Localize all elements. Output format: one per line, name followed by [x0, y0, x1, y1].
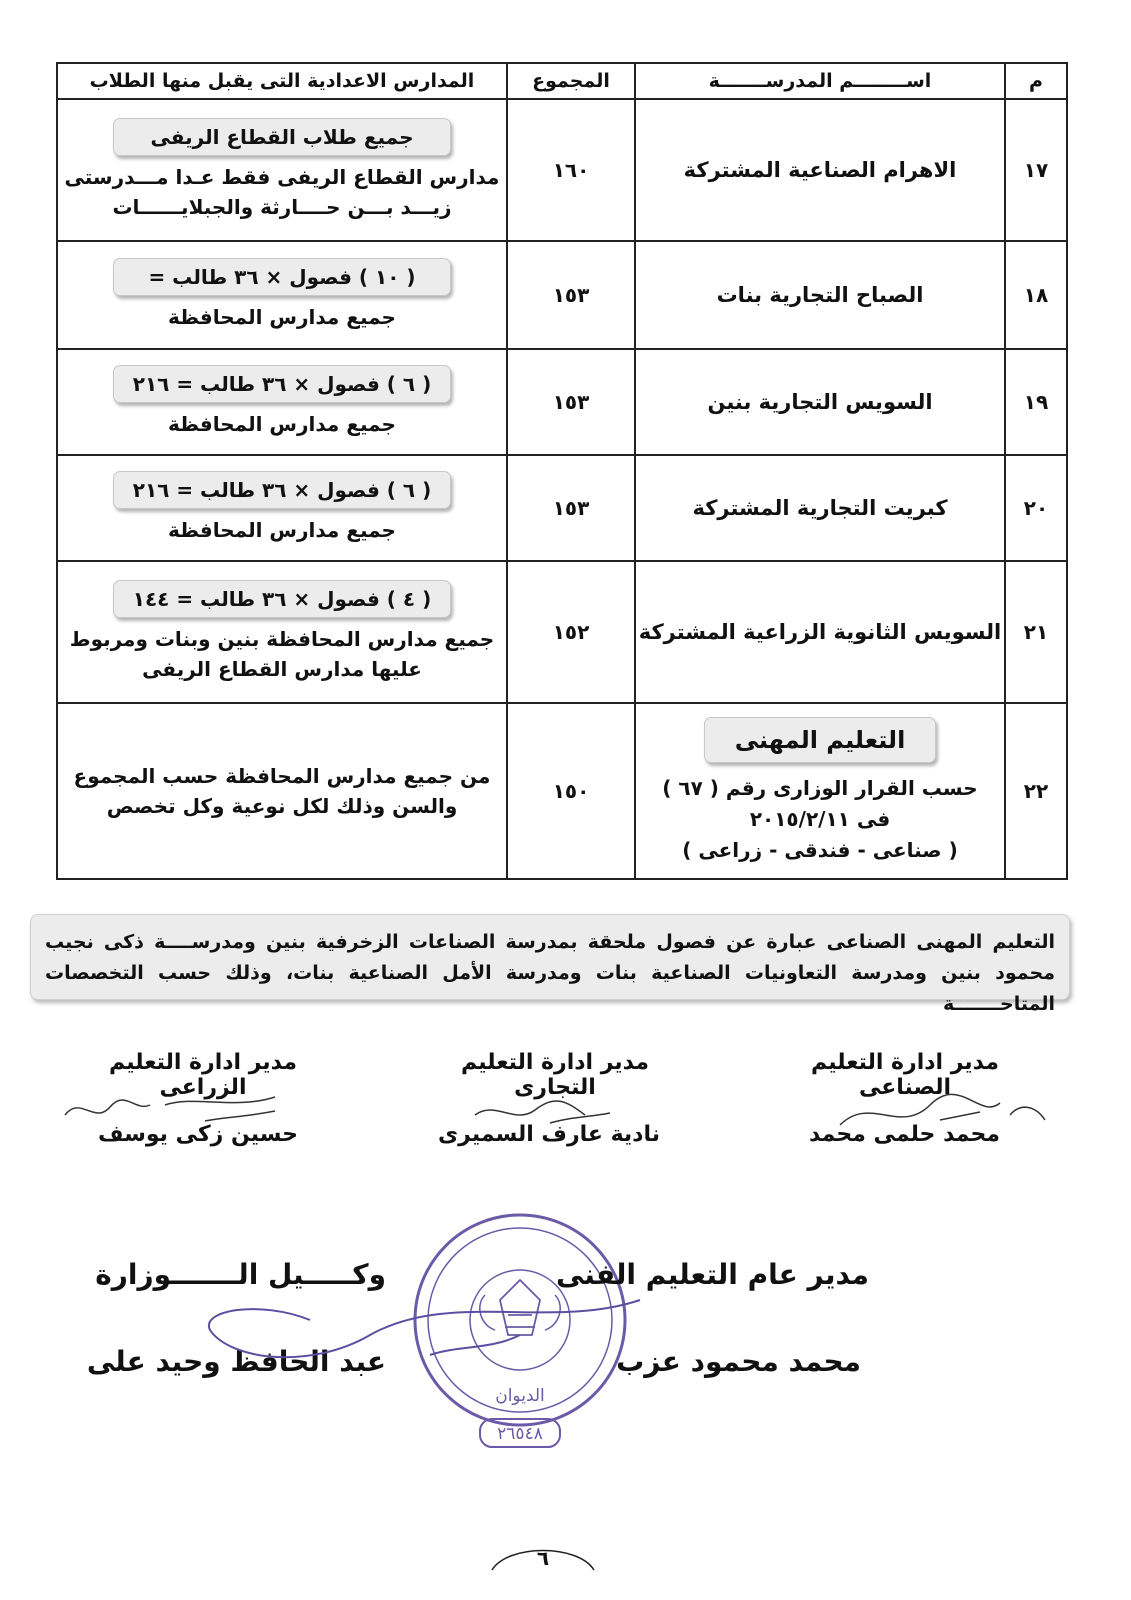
table-header-row — [57, 63, 1067, 99]
row-total: ١٥٠ — [507, 703, 635, 879]
decree-line: فى ٢٠١٥/٢/١١ — [749, 806, 891, 831]
row-num: ٢٠ — [1005, 455, 1067, 561]
quota-pill: ( ١٠ ) فصول × ٣٦ طالب = — [113, 258, 451, 296]
feeder-line: جميع مدارس المحافظة — [168, 305, 396, 329]
stamp-label: الديوان — [495, 1386, 545, 1406]
signature-name: محمد حلمى محمد — [808, 1122, 1000, 1147]
undersecretary-title: وكـــــيل الـــــــوزارة — [95, 1258, 386, 1291]
row-feeder-schools — [57, 241, 507, 349]
table-row — [57, 349, 1067, 455]
feeder-line: جميع مدارس المحافظة بنين وبنات ومربوط — [69, 627, 495, 651]
handwritten-signature-icon — [820, 1085, 1060, 1145]
header-total: المجموع — [507, 63, 635, 99]
vocational-pill: التعليم المهنى — [704, 717, 937, 763]
page-number — [488, 1540, 598, 1576]
row-feeder-schools — [57, 349, 507, 455]
quota-pill: جميع طلاب القطاع الريفى — [113, 118, 451, 156]
vocational-note: التعليم المهنى الصناعى عبارة عن فصول ملحقة بمدرسة الصناعات الزخرفية بنين ومدرســــة ذكى نجيب محمود بنين ومدرسة التعاونيات الصناعية بنات ومدرسة الأمل الصناعية بنات، وذلك حسب التخصصات المتاحـــــــة — [30, 914, 1070, 1000]
general-director-title: مدير عام التعليم الفنى — [555, 1258, 869, 1291]
row-school-name: السويس الثانوية الزراعية المشتركة — [635, 561, 1005, 703]
row-num: ٢١ — [1005, 561, 1067, 703]
page-number-text: ٦ — [536, 1546, 550, 1570]
row-school-name: الاهرام الصناعية المشتركة — [635, 99, 1005, 241]
general-director-name: محمد محمود عزب — [616, 1345, 861, 1378]
quota-pill: ( ٤ ) فصول × ٣٦ طالب = ١٤٤ — [113, 580, 451, 618]
row-total: ١٥٣ — [507, 241, 635, 349]
header-school-name: اســــــــم المدرســـــــة — [635, 63, 1005, 99]
table-row — [57, 703, 1067, 879]
row-school-name — [635, 703, 1005, 879]
signature-name: حسين زكى يوسف — [98, 1122, 298, 1147]
feeder-line: من جميع مدارس المحافظة حسب المجموع — [73, 764, 491, 788]
undersecretary-name: عبد الحافظ وحيد على — [86, 1345, 386, 1378]
signature-name: نادية عارف السميرى — [437, 1122, 660, 1147]
handwritten-signature-icon — [170, 1260, 690, 1390]
row-num: ١٧ — [1005, 99, 1067, 241]
table-row — [57, 561, 1067, 703]
handwritten-signature-icon — [460, 1085, 650, 1130]
feeder-line: مدارس القطاع الريفى فقط عـدا مـــدرستى — [64, 165, 500, 189]
header-feeder-schools: المدارس الاعدادية التى يقبل منها الطلاب — [57, 63, 507, 99]
row-feeder-schools — [57, 455, 507, 561]
feeder-line: والسن وذلك لكل نوعية وكل تخصص — [106, 794, 458, 818]
row-total: ١٥٣ — [507, 349, 635, 455]
row-school-name: الصباح التجارية بنات — [635, 241, 1005, 349]
feeder-line: عليها مدارس القطاع الريفى — [142, 657, 422, 681]
handwritten-signature-icon — [55, 1085, 325, 1130]
row-num: ٢٢ — [1005, 703, 1067, 879]
row-feeder-schools — [57, 99, 507, 241]
table-row — [57, 241, 1067, 349]
row-num: ١٨ — [1005, 241, 1067, 349]
row-feeder-schools — [57, 703, 507, 879]
header-num: م — [1005, 63, 1067, 99]
decree-line: حسب القرار الوزارى رقم ( ٦٧ ) — [662, 775, 978, 800]
row-total: ١٦٠ — [507, 99, 635, 241]
table-row — [57, 99, 1067, 241]
row-feeder-schools — [57, 561, 507, 703]
row-total: ١٥٢ — [507, 561, 635, 703]
stamp-number: ٢٦٥٤٨ — [497, 1424, 543, 1444]
row-total: ١٥٣ — [507, 455, 635, 561]
quota-pill: ( ٦ ) فصول × ٣٦ طالب = ٢١٦ — [113, 471, 451, 509]
row-school-name: السويس التجارية بنين — [635, 349, 1005, 455]
feeder-line: جميع مدارس المحافظة — [168, 412, 396, 436]
quota-pill: ( ٦ ) فصول × ٣٦ طالب = ٢١٦ — [113, 365, 451, 403]
decree-line: ( صناعى - فندقى - زراعى ) — [682, 837, 958, 862]
feeder-line: زيـــد بـــن حــــارثة والجبلايــــــات — [112, 195, 452, 219]
signature-title: مدير ادارة التعليم التجارى — [460, 1050, 650, 1100]
signature-title: مدير ادارة التعليم الصناعى — [810, 1050, 1000, 1100]
signature-title: مدير ادارة التعليم الزراعى — [108, 1050, 298, 1100]
schools-table — [56, 62, 1068, 880]
feeder-line: جميع مدارس المحافظة — [168, 518, 396, 542]
row-school-name: كبريت التجارية المشتركة — [635, 455, 1005, 561]
row-num: ١٩ — [1005, 349, 1067, 455]
table-row — [57, 455, 1067, 561]
